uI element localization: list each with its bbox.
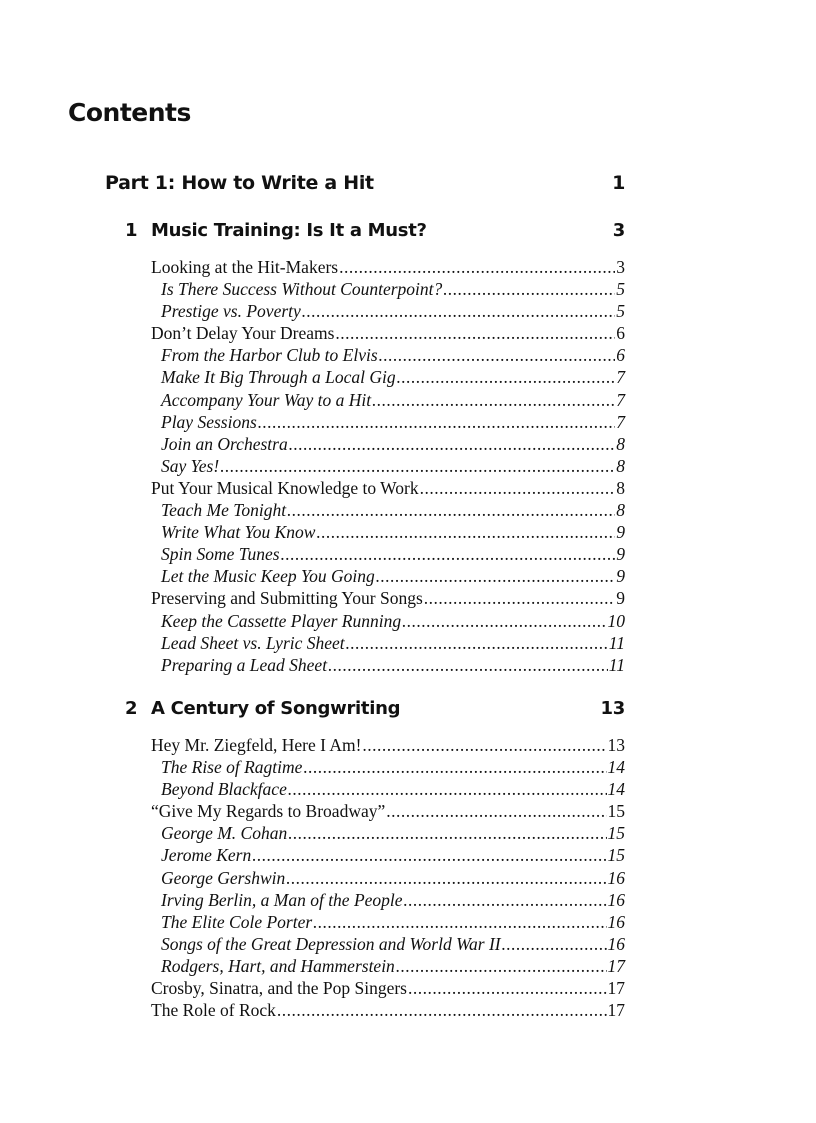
entry-title: Crosby, Sinatra, and the Pop Singers bbox=[151, 978, 407, 999]
entry-page: 10 bbox=[607, 610, 625, 631]
chapter-heading bbox=[125, 220, 625, 246]
part-page: 1 bbox=[612, 172, 625, 194]
entry-page: 6 bbox=[616, 345, 625, 366]
entry-page: 13 bbox=[607, 735, 625, 755]
entry-title: The Role of Rock bbox=[151, 1000, 276, 1021]
entry-page: 17 bbox=[607, 1000, 625, 1021]
entry-title: Looking at the Hit-Makers bbox=[151, 257, 339, 277]
toc-subentry bbox=[125, 344, 625, 366]
chapter-page: 3 bbox=[612, 220, 625, 241]
entry-page: 9 bbox=[616, 566, 625, 587]
chapter-page: 13 bbox=[600, 698, 625, 719]
toc-subentry bbox=[125, 278, 625, 300]
dot-leader bbox=[328, 654, 608, 676]
dot-leader bbox=[408, 977, 607, 999]
page-title: Contents bbox=[68, 98, 191, 127]
dot-leader bbox=[386, 800, 606, 822]
dot-leader bbox=[424, 587, 615, 609]
entry-page: 9 bbox=[616, 588, 625, 609]
dot-leader bbox=[346, 632, 608, 654]
toc-entry bbox=[125, 800, 625, 822]
entry-title: Preparing a Lead Sheet bbox=[161, 654, 328, 675]
entry-title: “Give My Regards to Broadway” bbox=[151, 801, 386, 822]
toc-subentry bbox=[125, 411, 625, 433]
dot-leader bbox=[303, 756, 606, 778]
entry-title: Put Your Musical Knowledge to Work bbox=[151, 477, 419, 498]
entry-title: Beyond Blackface bbox=[161, 779, 287, 800]
dot-leader bbox=[281, 543, 616, 565]
entry-title: Irving Berlin, a Man of the People bbox=[161, 889, 403, 910]
toc-subentry bbox=[125, 822, 625, 844]
entry-page: 16 bbox=[607, 889, 625, 910]
entry-title: George Gershwin bbox=[161, 867, 286, 888]
toc-subentry bbox=[125, 565, 625, 587]
dot-leader bbox=[396, 955, 607, 977]
entry-title: Songs of the Great Depression and World War II bbox=[161, 933, 501, 954]
entry-page: 7 bbox=[616, 389, 625, 410]
dot-leader bbox=[335, 322, 615, 344]
entry-page: 16 bbox=[607, 911, 625, 932]
chapter-number: 1 bbox=[125, 220, 138, 241]
entry-title: The Rise of Ragtime bbox=[161, 757, 303, 778]
toc-subentry bbox=[125, 933, 625, 955]
toc-entry bbox=[125, 256, 625, 278]
chapter-2 bbox=[125, 698, 625, 1021]
entry-title: Let the Music Keep You Going bbox=[161, 566, 375, 587]
dot-leader bbox=[252, 844, 606, 866]
entry-title: Prestige vs. Poverty bbox=[161, 301, 301, 322]
chapter-1 bbox=[125, 220, 625, 676]
dot-leader bbox=[397, 366, 616, 388]
toc-subentry bbox=[125, 867, 625, 889]
dot-leader bbox=[443, 278, 615, 300]
entry-page: 17 bbox=[607, 978, 625, 999]
toc-subentry bbox=[125, 366, 625, 388]
entry-page: 7 bbox=[616, 367, 625, 388]
entry-title: Accompany Your Way to a Hit bbox=[161, 389, 372, 410]
toc-entry bbox=[125, 977, 625, 999]
entry-page: 9 bbox=[616, 544, 625, 565]
toc-subentry bbox=[125, 455, 625, 477]
dot-leader bbox=[289, 433, 616, 455]
entry-title: Is There Success Without Counterpoint? bbox=[161, 279, 443, 300]
dot-leader bbox=[372, 389, 615, 411]
entry-page: 11 bbox=[608, 654, 625, 675]
toc-subentry bbox=[125, 778, 625, 800]
toc-subentry bbox=[125, 499, 625, 521]
dot-leader bbox=[404, 889, 607, 911]
dot-leader bbox=[288, 822, 606, 844]
entry-page: 6 bbox=[616, 323, 625, 344]
toc-subentry bbox=[125, 300, 625, 322]
dot-leader bbox=[316, 521, 615, 543]
toc-entry bbox=[125, 587, 625, 609]
entry-page: 7 bbox=[616, 411, 625, 432]
entry-title: Rodgers, Hart, and Hammerstein bbox=[161, 955, 395, 976]
dot-leader bbox=[288, 778, 607, 800]
entry-title: Lead Sheet vs. Lyric Sheet bbox=[161, 632, 345, 653]
toc-subentry bbox=[125, 911, 625, 933]
entry-title: Hey Mr. Ziegfeld, Here I Am! bbox=[151, 735, 362, 755]
entry-title: The Elite Cole Porter bbox=[161, 911, 313, 932]
dot-leader bbox=[502, 933, 607, 955]
entry-title: Don’t Delay Your Dreams bbox=[151, 323, 335, 344]
entry-page: 8 bbox=[616, 455, 625, 476]
entry-title: Say Yes! bbox=[161, 455, 220, 476]
entry-title: Join an Orchestra bbox=[161, 433, 288, 454]
entry-page: 11 bbox=[608, 632, 625, 653]
dot-leader bbox=[220, 455, 615, 477]
part-label: Part 1: How to Write a Hit bbox=[105, 172, 374, 194]
dot-leader bbox=[402, 610, 606, 632]
toc-subentry bbox=[125, 844, 625, 866]
entry-page: 15 bbox=[607, 823, 625, 844]
entry-title: Spin Some Tunes bbox=[161, 544, 280, 565]
toc-entry bbox=[125, 322, 625, 344]
dot-leader bbox=[420, 477, 616, 499]
toc-subentry bbox=[125, 610, 625, 632]
entry-title: Keep the Cassette Player Running bbox=[161, 610, 402, 631]
dot-leader bbox=[379, 344, 616, 366]
toc-subentry bbox=[125, 632, 625, 654]
entry-title: Write What You Know bbox=[161, 522, 316, 543]
entry-title: Make It Big Through a Local Gig bbox=[161, 367, 396, 388]
entry-page: 15 bbox=[607, 845, 625, 866]
dot-leader bbox=[362, 734, 606, 756]
dot-leader bbox=[302, 300, 615, 322]
entry-page: 14 bbox=[607, 779, 625, 800]
toc-subentry bbox=[125, 889, 625, 911]
entry-title: Preserving and Submitting Your Songs bbox=[151, 588, 423, 609]
dot-leader bbox=[339, 256, 615, 278]
dot-leader bbox=[287, 499, 615, 521]
entry-page: 5 bbox=[616, 301, 625, 322]
dot-leader bbox=[286, 867, 606, 889]
entry-title: Teach Me Tonight bbox=[161, 500, 287, 521]
toc-entry bbox=[125, 477, 625, 499]
toc-subentry bbox=[125, 389, 625, 411]
entry-page: 16 bbox=[607, 933, 625, 954]
chapter-title: Music Training: Is It a Must? bbox=[151, 220, 427, 241]
part-heading bbox=[105, 172, 625, 194]
toc-subentry bbox=[125, 543, 625, 565]
chapter-heading bbox=[125, 698, 625, 724]
dot-leader bbox=[313, 911, 606, 933]
toc-entry bbox=[125, 999, 625, 1021]
dot-leader bbox=[258, 411, 615, 433]
entry-page: 5 bbox=[616, 279, 625, 300]
dot-leader bbox=[376, 565, 616, 587]
toc-subentry bbox=[125, 521, 625, 543]
entry-page: 3 bbox=[616, 257, 625, 277]
entry-title: George M. Cohan bbox=[161, 823, 288, 844]
entry-page: 15 bbox=[607, 801, 625, 822]
entry-title: Play Sessions bbox=[161, 411, 257, 432]
toc-subentry bbox=[125, 654, 625, 676]
toc-entry bbox=[125, 734, 625, 756]
chapter-number: 2 bbox=[125, 698, 138, 719]
entry-page: 17 bbox=[607, 955, 625, 976]
entry-page: 16 bbox=[607, 867, 625, 888]
dot-leader bbox=[277, 999, 607, 1021]
toc-subentry bbox=[125, 756, 625, 778]
chapter-entries bbox=[125, 256, 625, 676]
chapter-entries bbox=[125, 734, 625, 1021]
entry-title: From the Harbor Club to Elvis bbox=[161, 345, 378, 366]
entry-page: 8 bbox=[616, 433, 625, 454]
toc-subentry bbox=[125, 955, 625, 977]
chapter-title: A Century of Songwriting bbox=[151, 698, 401, 719]
entry-title: Jerome Kern bbox=[161, 845, 252, 866]
entry-page: 9 bbox=[616, 522, 625, 543]
entry-page: 14 bbox=[607, 757, 625, 778]
entry-page: 8 bbox=[616, 500, 625, 521]
entry-page: 8 bbox=[616, 477, 625, 498]
toc-subentry bbox=[125, 433, 625, 455]
